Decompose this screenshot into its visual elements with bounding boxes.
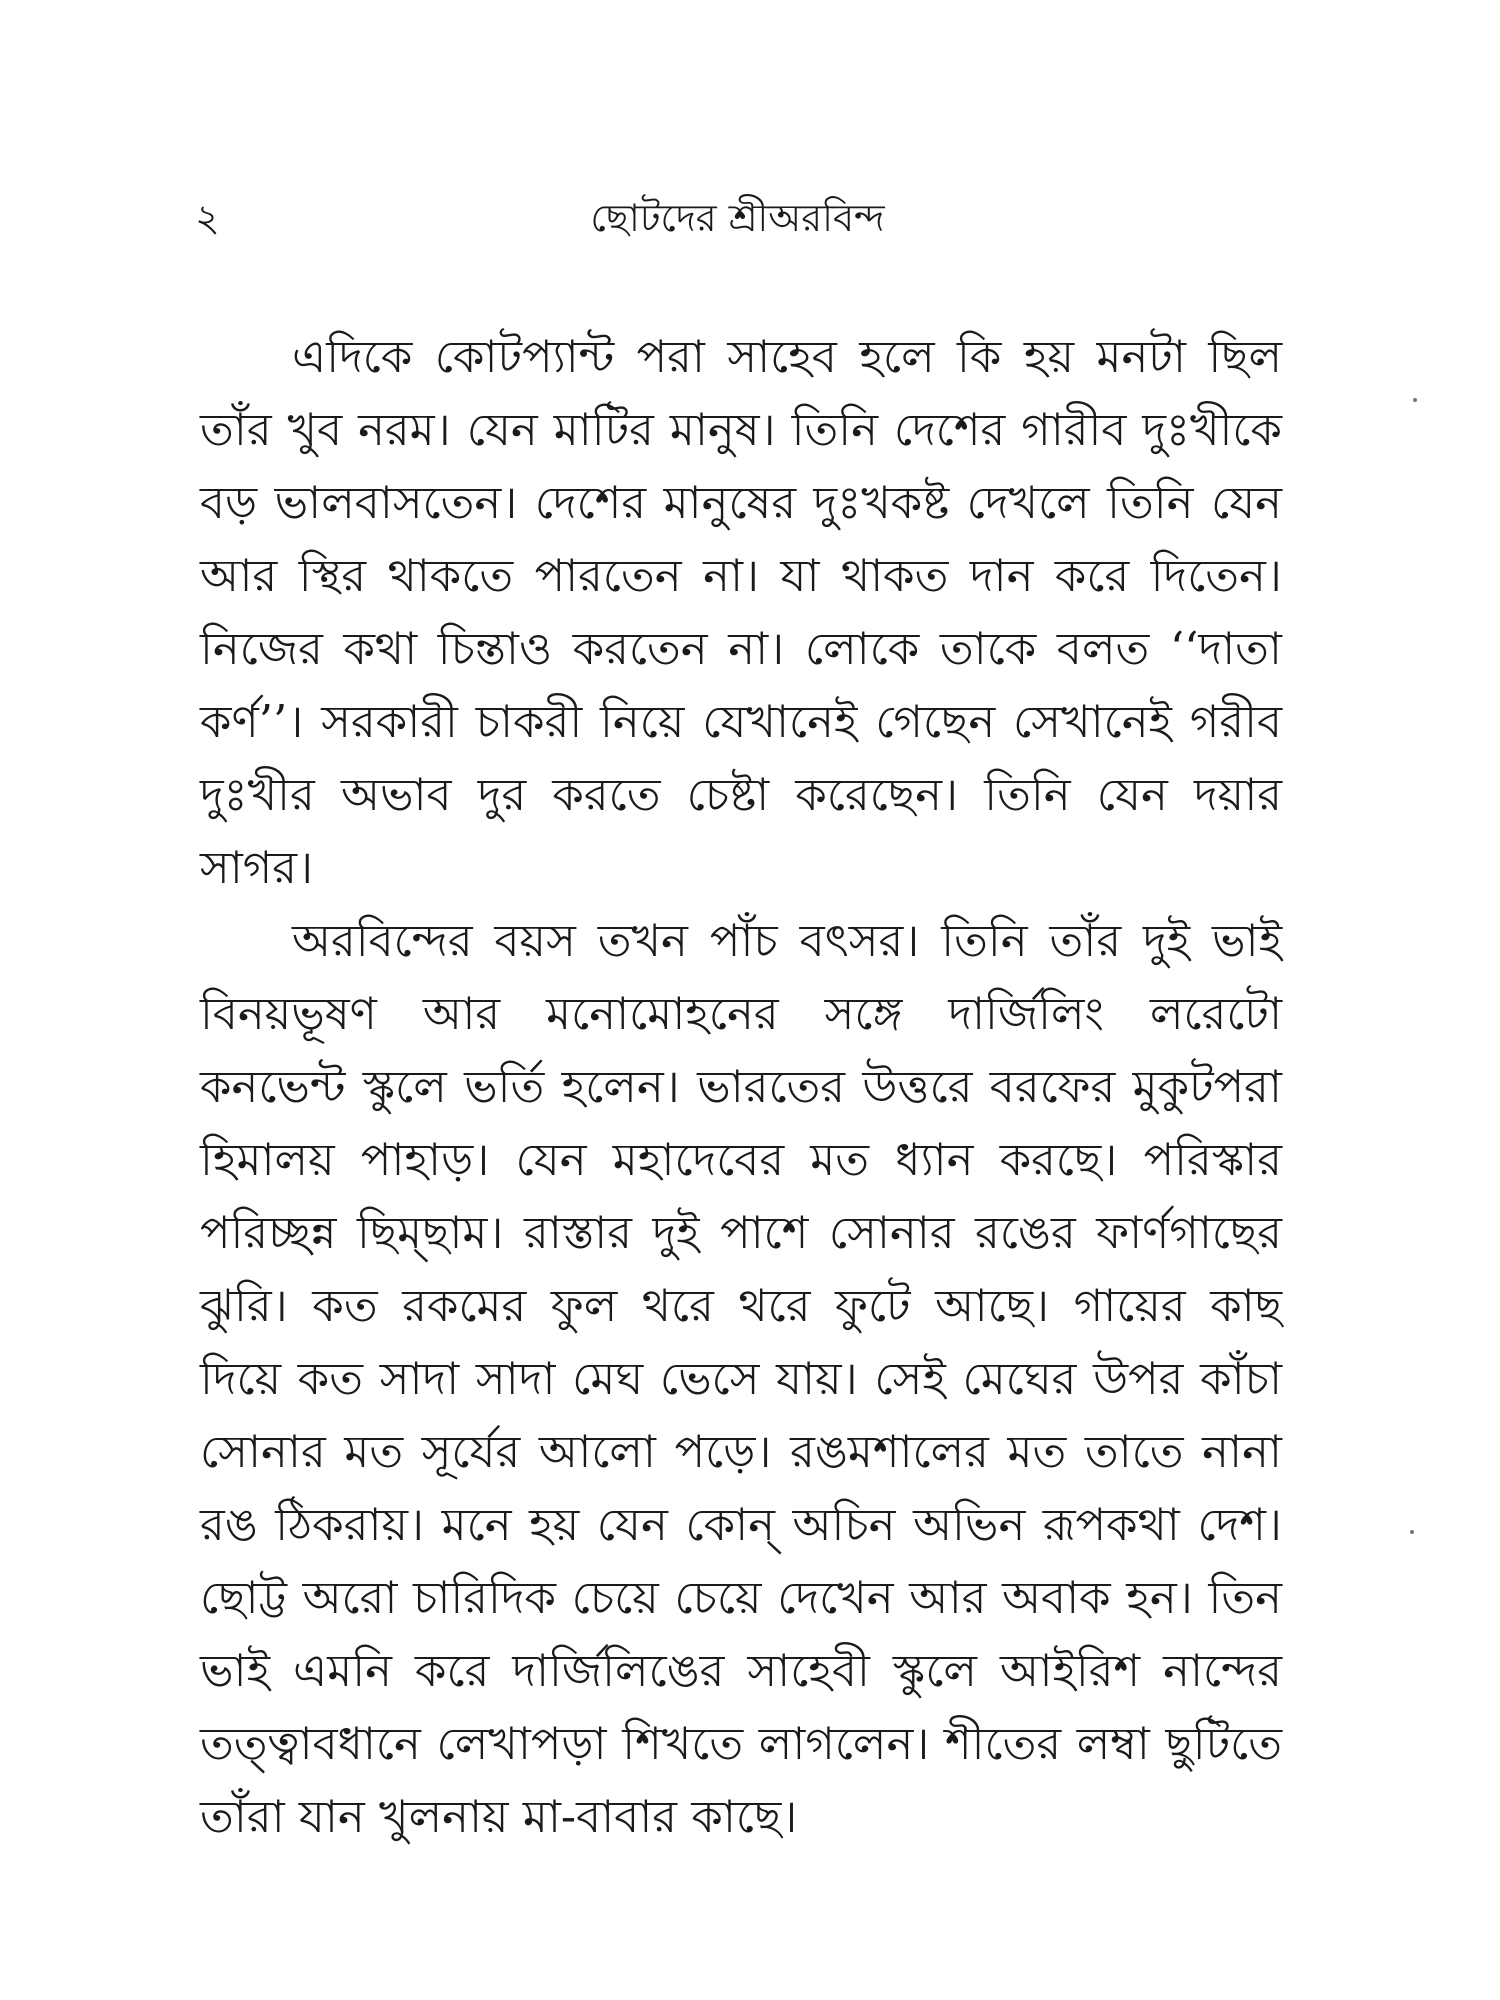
- page-header: [195, 188, 1280, 248]
- page-number: ২: [195, 196, 220, 240]
- body-text: [200, 320, 1282, 1853]
- paragraph-1: এদিকে কোটপ্যান্ট পরা সাহেব হলে কি হয় মনটা ছিল তাঁর খুব নরম। যেন মাটির মানুষ। তিনি দেশের গারীব দুঃখীকে বড় ভালবাসতেন। দেশের মানুষের দুঃখকষ্ট দেখলে তিনি যেন আর স্থির থাকতে পারতেন না। যা থাকত দান করে দিতেন। নিজের কথা চিন্তাও করতেন না। লোকে তাকে বলত ‘‘দাতা কর্ণ’’। সরকারী চাকরী নিয়ে যেখানেই গেছেন সেখানেই গরীব দুঃখীর অভাব দুর করতে চেষ্টা করেছেন। তিনি যেন দয়ার সাগর।: [200, 330, 1282, 894]
- running-title: ছোটদের শ্রীঅরবিন্দ: [590, 196, 885, 240]
- scan-speck: [1410, 1530, 1414, 1534]
- paragraph-2: অরবিন্দের বয়স তখন পাঁচ বৎসর। তিনি তাঁর দুই ভাই বিনয়ভূষণ আর মনোমোহনের সঙ্গে দার্জিলিং লরেটো কনভেন্ট স্কুলে ভর্তি হলেন। ভারতের উত্তরে বরফের মুকুটপরা হিমালয় পাহাড়। যেন মহাদেবের মত ধ্যান করছে। পরিস্কার পরিচ্ছন্ন ছিম্ছাম। রাস্তার দুই পাশে সোনার রঙের ফার্ণগাছের ঝুরি। কত রকমের ফুল থরে থরে ফুটে আছে। গায়ের কাছ দিয়ে কত সাদা সাদা মেঘ ভেসে যায়। সেই মেঘের উপর কাঁচা সোনার মত সূর্যের আলো পড়ে। রঙমশালের মত তাতে নানা রঙ ঠিকরায়। মনে হয় যেন কোন্ অচিন অভিন রূপকথা দেশ। ছোট্ট অরো চারিদিক চেয়ে চেয়ে দেখেন আর অবাক হন। তিন ভাই এমনি করে দার্জিলিঙের সাহেবী স্কুলে আইরিশ নান্দের তত্ত্বাবধানে লেখাপড়া শিখতে লাগলেন। শীতের লম্বা ছুটিতে তাঁরা যান খুলনায় মা-বাবার কাছে।: [200, 914, 1282, 1843]
- scan-speck: [1413, 398, 1417, 402]
